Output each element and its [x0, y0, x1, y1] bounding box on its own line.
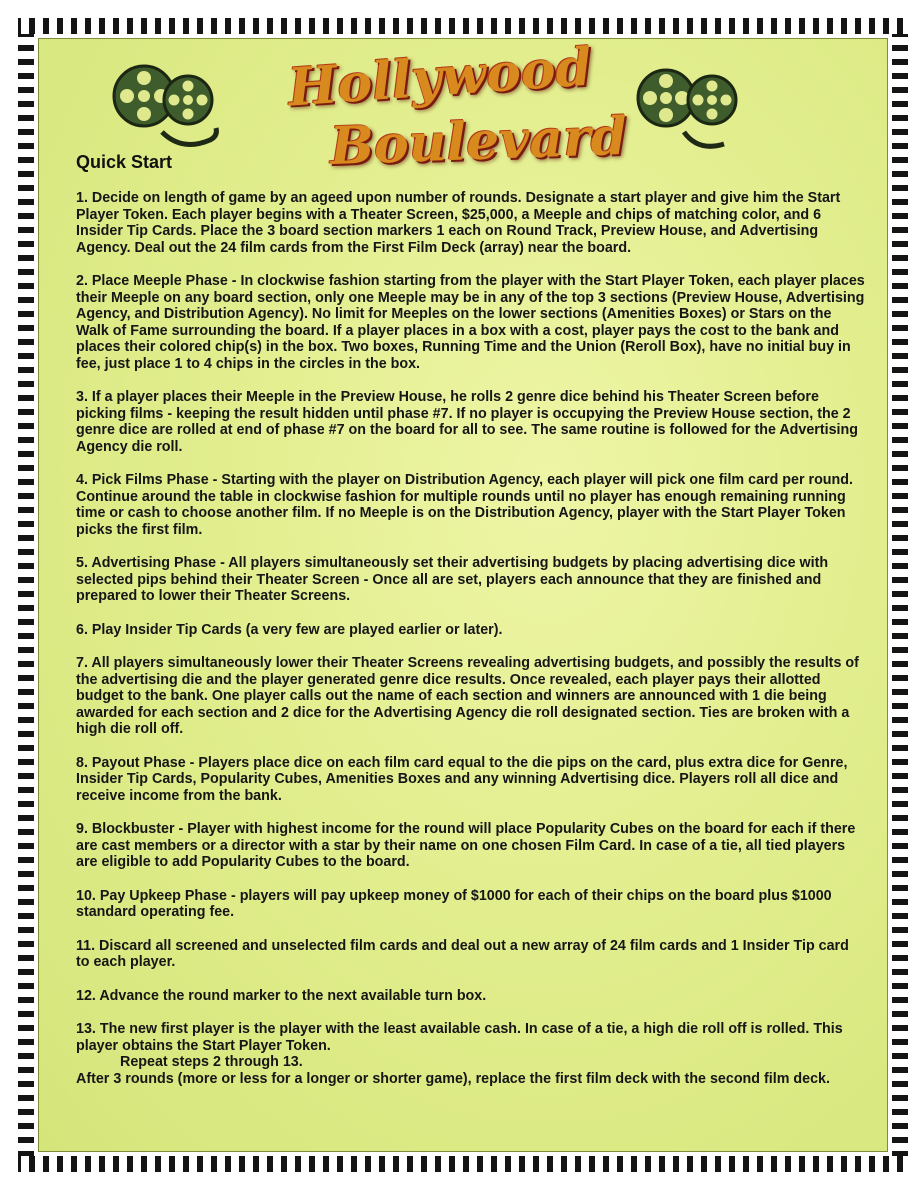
film-strip-border: [892, 34, 908, 1156]
film-reel-icon: [636, 64, 746, 154]
step-item: 2. Place Meeple Phase - In clockwise fashion starting from the player with the Start Player Token, each player places their Meeple on any board section, only one Meeple may be in any of the top 3 sections (Preview House, Advertising Agency, and Distribution Agency). No limit for Meeples on the lower sections (Amenities Boxes) or Stars on the Walk of Fame surrounding the board. If a player places in a box with a cost, player pays the cost to the bank and places their colored chip(s) in the box. Two boxes, Running Time and the Union (Reroll Box), have no initial buy in fee, just place 1 to 4 chips in the circles in the box.: [76, 273, 865, 372]
step-item: 1. Decide on length of game by an ageed upon number of rounds. Designate a start player and give him the Start Player Token. Each player begins with a Theater Screen, $25,000, a Meeple and chips of matching color, and 6 Insider Tip Cards. Place the 3 board section markers 1 each on Round Track, Preview House, and Advertising Agency. Deal out the 24 film cards from the First Film Deck (array) near the board.: [76, 190, 841, 256]
step-item: 11. Discard all screened and unselected film cards and deal out a new array of 24 film cards and 1 Insider Tip card to each player.: [76, 937, 849, 970]
step-item: 10. Pay Upkeep Phase - players will pay upkeep money of $1000 for each of their chips on the board plus $1000 standard operating fee.: [76, 887, 832, 920]
deck-note: After 3 rounds (more or less for a longer or shorter game), replace the first film deck with the second film deck.: [76, 1070, 830, 1087]
title-line-2: Boulevard: [329, 105, 628, 178]
step-item: 12. Advance the round marker to the next available turn box.: [76, 987, 487, 1004]
step-item: 9. Blockbuster - Player with highest income for the round will place Popularity Cubes on the board for each if there are cast members or a director with a star by their name on one chosen Film Card. In case of a tie, all tied players are eligible to add Popularity Cubes to the board.: [76, 821, 856, 870]
section-heading: Quick Start: [76, 152, 173, 172]
repeat-note: Repeat steps 2 through 13.: [120, 1054, 303, 1070]
film-strip-border: [18, 34, 34, 1156]
film-reel-icon: [112, 62, 222, 152]
step-item: 4. Pick Films Phase - Starting with the player on Distribution Agency, each player will pick one film card per round. Continue around the table in clockwise fashion for multiple rounds until no player has enough remaining running time or cash to choose another film. If no Meeple is on the Distribution Agency, player with the Start Player Token picks the first film.: [76, 472, 853, 538]
quick-start-steps: [76, 190, 866, 1087]
title-line-1: Hollywood: [286, 36, 594, 119]
step-item: 7. All players simultaneously lower their Theater Screens revealing advertising budgets, and possibly the results of the advertising die and the player generated genre dice results. Once revealed, each player pays their allotted budget to the bank. One player calls out the name of each section and winners are announced with 1 die being awarded for each section and 2 dice for the Advertising Agency die roll designated section. Ties are broken with a high die roll off.: [76, 655, 859, 737]
step-item: 5. Advertising Phase - All players simultaneously set their advertising budgets by placing advertising dice with selected pips behind their Theater Screen - Once all are set, players each announce that they are finished and prepared to lower their Theater Screens.: [76, 555, 829, 604]
film-strip-border: [18, 1156, 908, 1172]
game-title: [268, 36, 628, 180]
step-item: 6. Play Insider Tip Cards (a very few are played earlier or later).: [76, 621, 503, 638]
step-item: 3. If a player places their Meeple in the Preview House, he rolls 2 genre dice behind his Theater Screen before picking films - keeping the result hidden until phase #7. If no player is occupying the Preview House section, the 2 genre dice are rolled at end of phase #7 on the board for all to see. The same routine is followed for the Advertising Agency die roll.: [76, 389, 858, 455]
film-strip-border: [18, 18, 908, 34]
step-item: 8. Payout Phase - Players place dice on each film card equal to the die pips on the card, plus extra dice for Genre, Insider Tip Cards, Popularity Cubes, Amenities Boxes and any winning Advertising dice. Players roll all dice and receive income from the bank.: [76, 754, 848, 804]
step-item: 13. The new first player is the player with the least available cash. In case of a tie, a high die roll off is rolled. This player obtains the Start Player Token.: [76, 1021, 843, 1054]
